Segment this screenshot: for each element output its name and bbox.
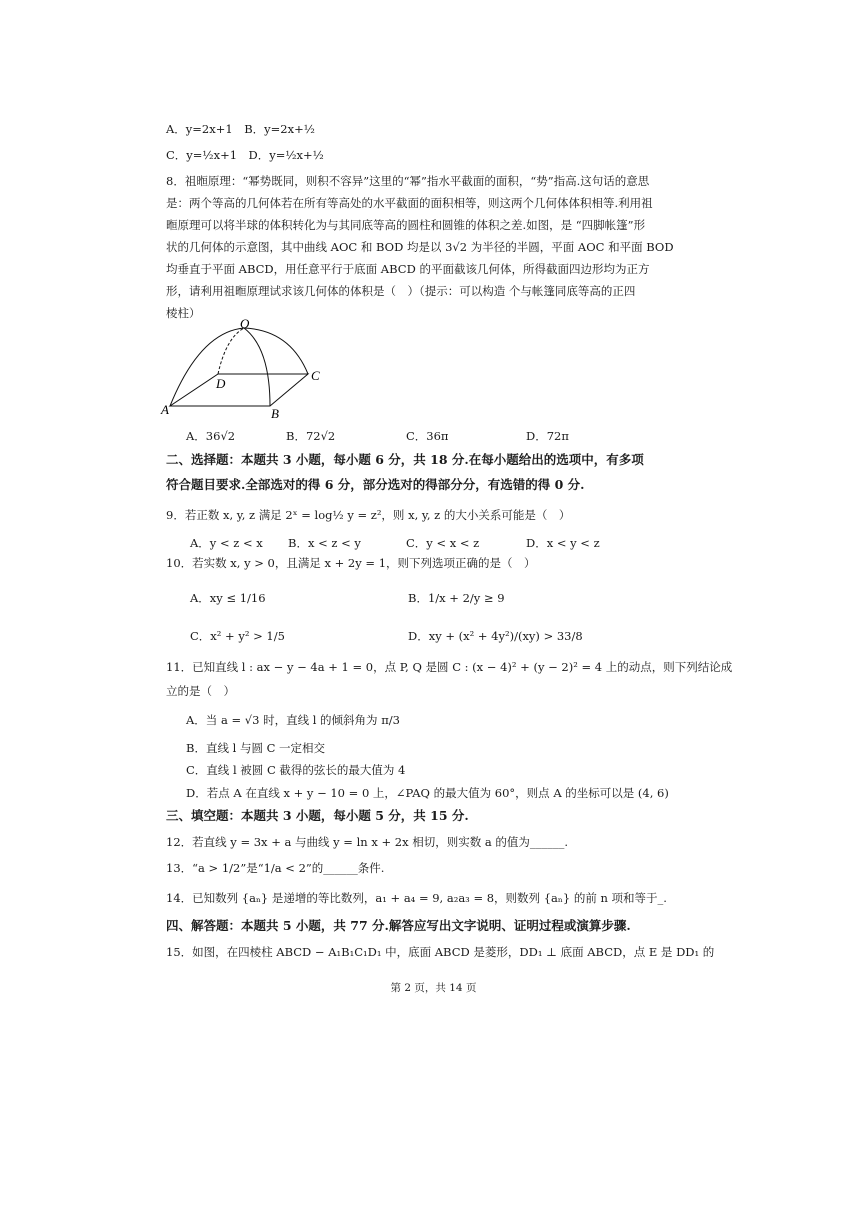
q8-line: 暅原理可以将半球的体积转化为与其同底等高的圆柱和圆锥的体积之差.如图，是 “四脚帐篷”形 — [166, 218, 646, 232]
q9-option-c: C．y < x < z — [406, 536, 480, 550]
q8-line: 8．祖暅原理：“幂势既同，则积不容异”这里的“幂”指水平截面的面积，“势”指高.这句话的意思 — [166, 174, 650, 188]
q14-stem: 14．已知数列 {aₙ} 是递增的等比数列，a₁ + a₄ = 9, a₂a₃ = 8，则数列 {aₙ} 的前 n 项和等于_. — [166, 891, 667, 905]
q8-option-b: B．72√2 — [286, 429, 336, 443]
curve-bod-visible — [244, 328, 270, 406]
base-quadrilateral — [170, 374, 308, 406]
q8-option-c: C．36π — [406, 429, 449, 443]
q11-stem-line-1: 11．已知直线 l : ax − y − 4a + 1 = 0，点 P, Q 是圆 C : (x − 4)² + (y − 2)² = 4 上的动点，则下列结论成 — [166, 660, 733, 674]
q15-stem: 15．如图，在四棱柱 ABCD − A₁B₁C₁D₁ 中，底面 ABCD 是菱形，DD₁ ⊥ 底面 ABCD，点 E 是 DD₁ 的 — [166, 945, 715, 959]
q9-stem: 9．若正数 x, y, z 满足 2ˣ = log½ y = z²，则 x, y, z 的大小关系可能是（ ） — [166, 508, 571, 522]
q7-options-line-1: A．y=2x+1 B．y=2x+½ — [166, 122, 315, 136]
q10-option-d: D．xy + (x² + 4y²)/(xy) > 33/8 — [408, 629, 583, 643]
q11-option-d: D．若点 A 在直线 x + y − 10 = 0 上，∠PAQ 的最大值为 60°，则点 A 的坐标可以是 (4, 6) — [186, 786, 669, 800]
q8-line: 是：两个等高的几何体若在所有等高处的水平截面的面积相等，则这两个几何体体积相等.利用祖 — [166, 196, 653, 210]
section-3-header: 三、填空题：本题共 3 小题，每小题 5 分，共 15 分. — [166, 808, 469, 823]
label-b: B — [271, 406, 279, 421]
q8-line: 形，请利用祖暅原理试求该几何体的体积是（ ）（提示：可以构造 个与帐篷同底等高的正四 — [166, 284, 636, 298]
q11-option-b: B．直线 l 与圆 C 一定相交 — [186, 741, 326, 755]
q10-stem: 10．若实数 x, y > 0，且满足 x + 2y = 1，则下列选项正确的是（ ） — [166, 556, 536, 570]
q9-option-b: B．x < z < y — [288, 536, 361, 550]
q10-option-c: C．x² + y² > 1/5 — [190, 629, 285, 643]
label-a: A — [161, 402, 169, 417]
label-d: D — [216, 376, 226, 391]
q12-stem: 12．若直线 y = 3x + a 与曲线 y = ln x + 2x 相切，则实数 a 的值为______. — [166, 835, 569, 849]
q7-options-line-2: C．y=½x+1 D．y=½x+½ — [166, 148, 324, 162]
page-footer: 第 2 页，共 14 页 — [390, 982, 477, 994]
label-o: O — [240, 318, 250, 331]
q8-option-d: D．72π — [526, 429, 569, 443]
q10-option-a: A．xy ≤ 1/16 — [190, 591, 266, 605]
q8-line: 均垂直于平面 ABCD，用任意平行于底面 ABCD 的平面截该几何体，所得截面四边形均为正方 — [166, 262, 650, 276]
section-2-header-line-1: 二、选择题：本题共 3 小题，每小题 6 分，共 18 分.在每小题给出的选项中，有多项 — [166, 452, 644, 467]
q10-option-b: B．1/x + 2/y ≥ 9 — [408, 591, 505, 605]
q13-stem: 13．“a > 1/2”是“1/a < 2”的______条件. — [166, 861, 385, 875]
section-4-header: 四、解答题：本题共 5 小题，共 77 分.解答应写出文字说明、证明过程或演算步骤. — [166, 918, 631, 933]
curve-aoc — [170, 328, 308, 406]
tent-figure — [160, 318, 340, 422]
q11-stem-line-2: 立的是（ ） — [166, 684, 235, 698]
q8-line: 棱柱） — [166, 306, 201, 320]
q9-option-a: A．y < z < x — [190, 536, 263, 550]
q11-option-c: C．直线 l 被圆 C 截得的弦长的最大值为 4 — [186, 763, 406, 777]
q8-option-a: A．36√2 — [186, 429, 236, 443]
section-2-header-line-2: 符合题目要求.全部选对的得 6 分，部分选对的得部分分，有选错的得 0 分. — [166, 477, 585, 492]
q9-option-d: D．x < y < z — [526, 536, 600, 550]
label-c: C — [311, 368, 320, 383]
q8-stem — [166, 170, 686, 324]
q11-option-a: A．当 a = √3 时，直线 l 的倾斜角为 π/3 — [186, 713, 400, 727]
q8-line: 状的几何体的示意图，其中曲线 AOC 和 BOD 均是以 3√2 为半径的半圆，平面 AOC 和平面 BOD — [166, 240, 674, 254]
